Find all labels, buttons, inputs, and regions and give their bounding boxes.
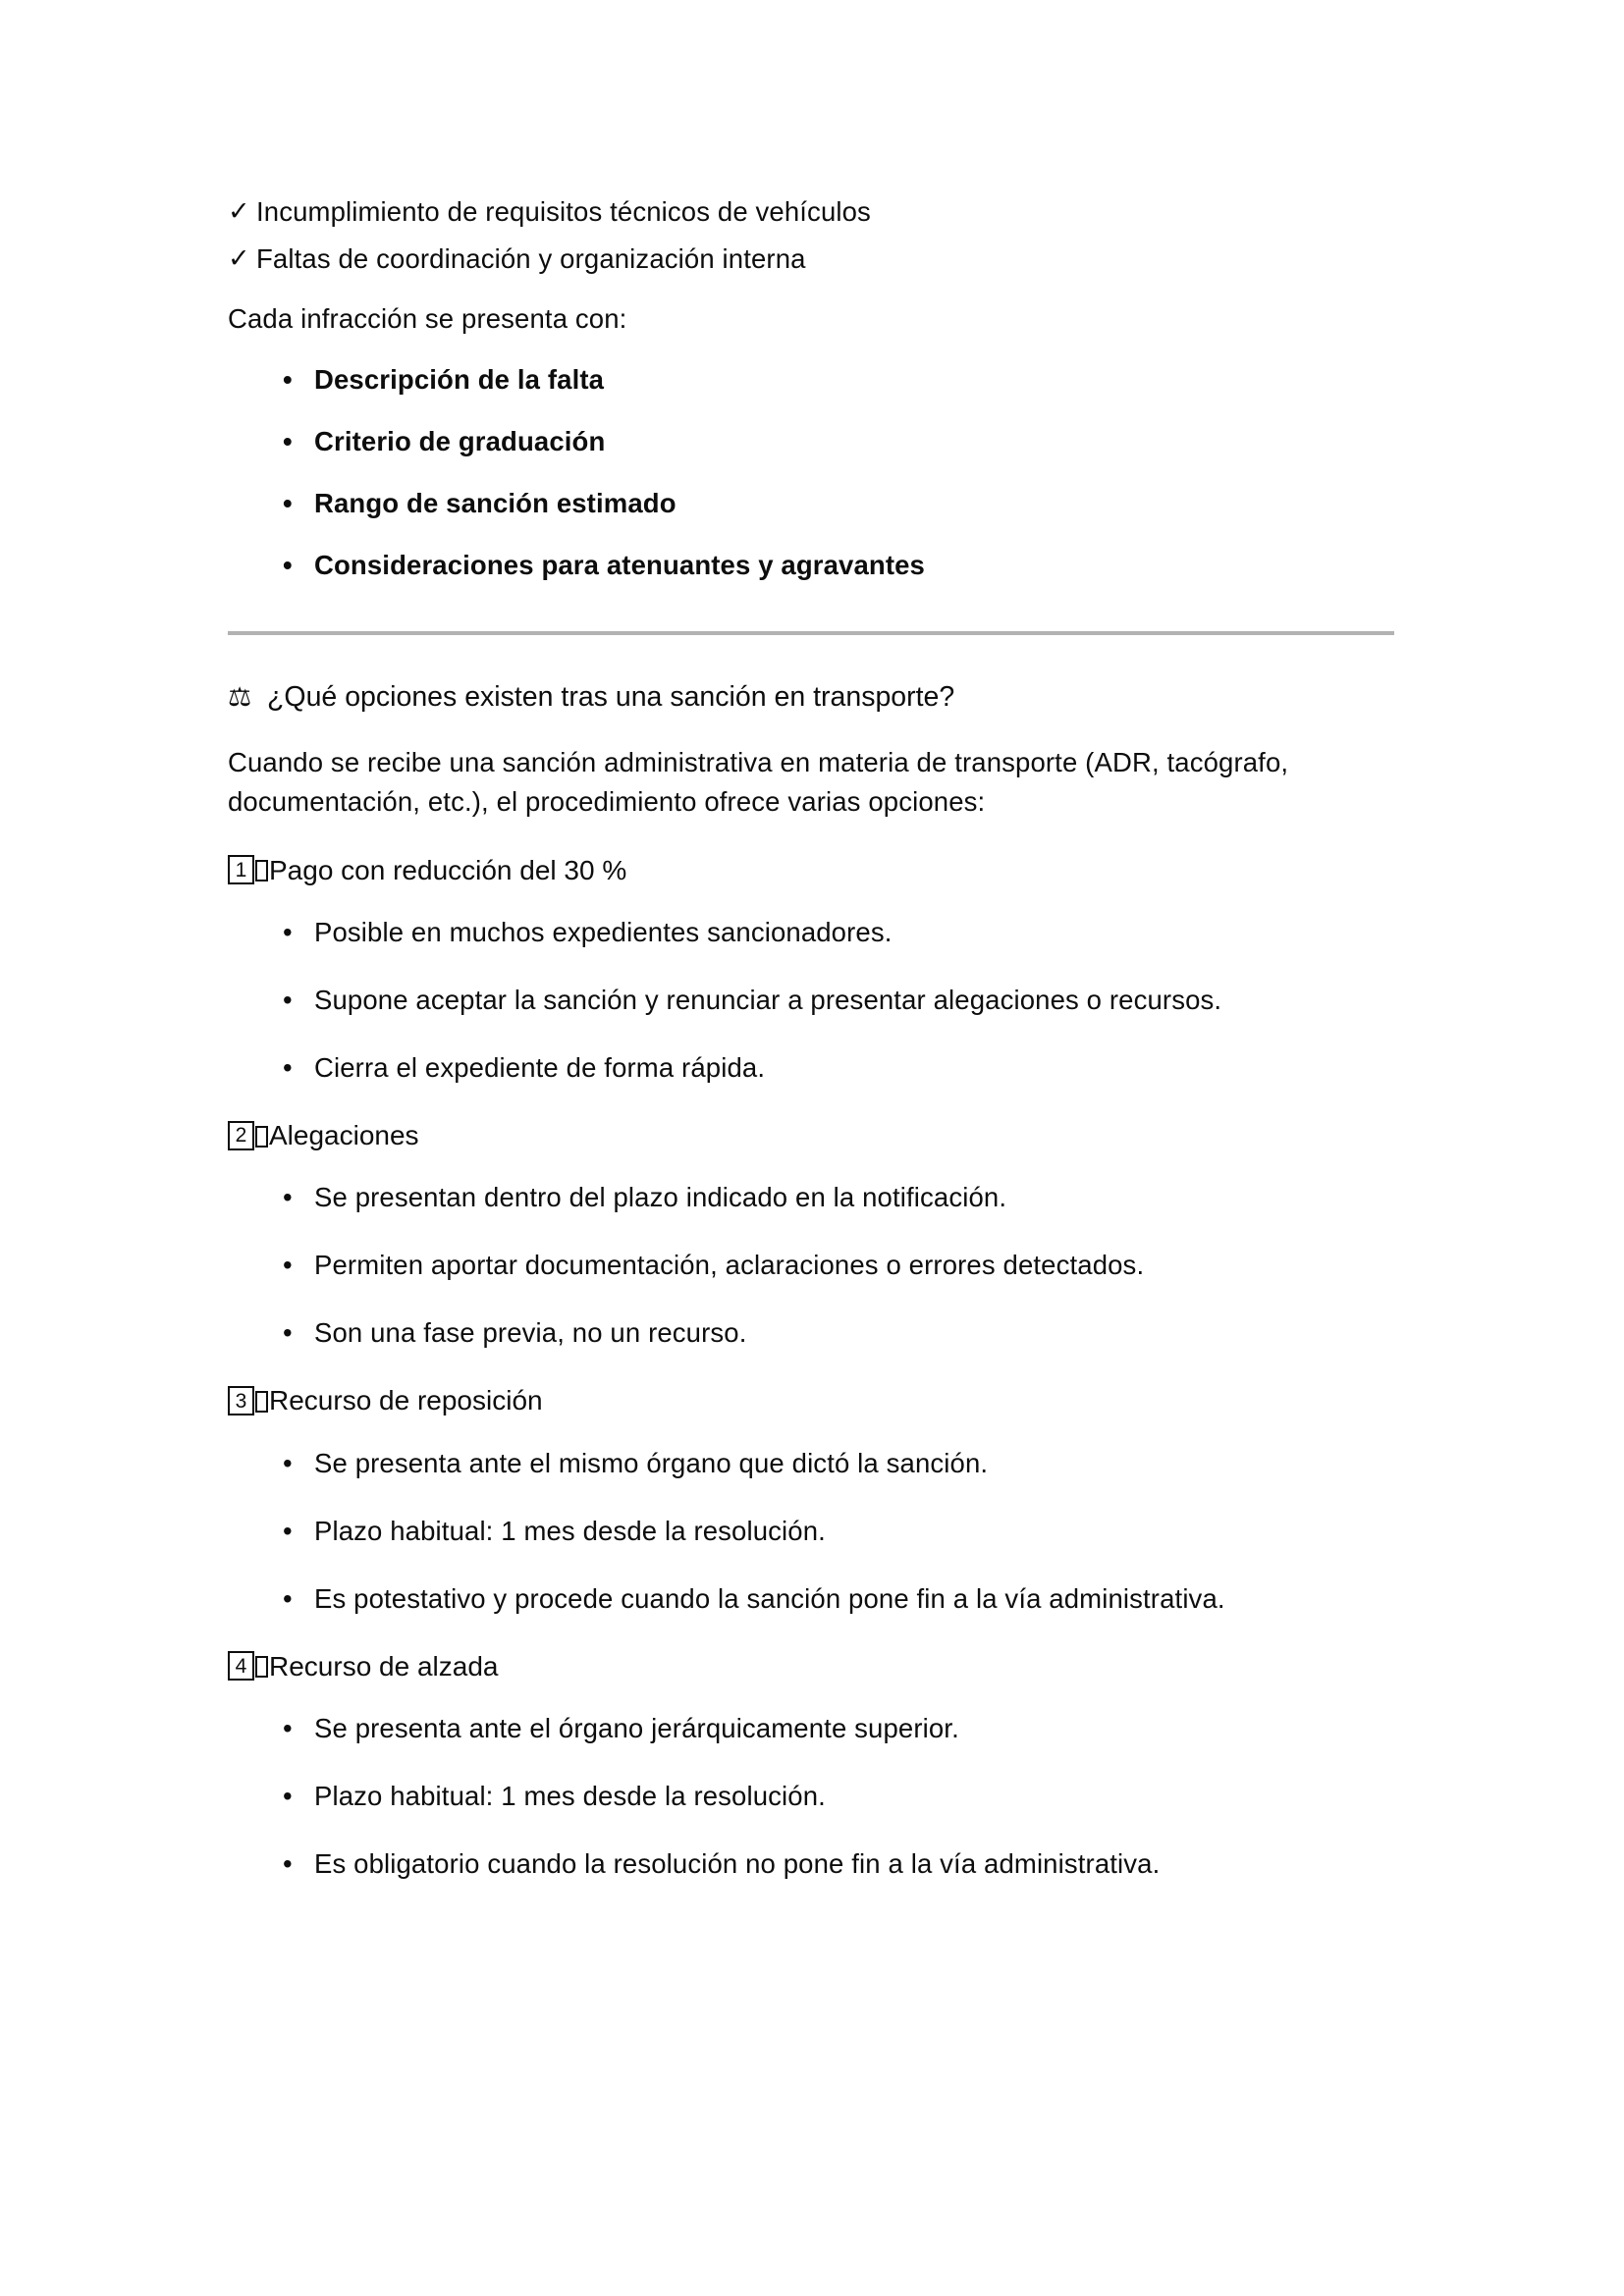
list-item (228, 1844, 1396, 1883)
list-item (228, 1709, 1396, 1747)
balance-scales-icon: ⚖ (228, 682, 252, 713)
list-item-label: Consideraciones para atenuantes y agravantes (314, 550, 925, 581)
list-item (228, 981, 1396, 1019)
step-title: Recurso de reposición (269, 1385, 543, 1416)
keycap-digit: 1 (228, 855, 254, 884)
section-divider (228, 631, 1394, 635)
keycap-number-icon (228, 855, 268, 884)
intro-paragraph: Cada infracción se presenta con: (228, 303, 627, 335)
checklist-group (228, 192, 1396, 278)
list-item (228, 1313, 1396, 1352)
checklist-item (228, 192, 1396, 231)
list-item (228, 1512, 1396, 1550)
keycap-tofu-box (255, 1126, 268, 1148)
bullet-icon: • (283, 1848, 293, 1880)
list-item-label: Plazo habitual: 1 mes desde la resolución. (314, 1781, 826, 1812)
list-item (228, 484, 1396, 522)
list-item (228, 1178, 1396, 1216)
bullet-icon: • (283, 1182, 293, 1213)
list-item-label: Se presentan dentro del plazo indicado en la notificación. (314, 1182, 1007, 1213)
step-heading (228, 851, 1396, 889)
bullet-icon: • (283, 1447, 293, 1478)
list-item (228, 360, 1396, 399)
keycap-digit: 4 (228, 1651, 254, 1681)
check-mark-icon: ✓ (228, 243, 250, 274)
list-item-label: Es potestativo y procede cuando la sanción pone fin a la vía administrativa. (314, 1582, 1225, 1614)
list-item-label: Posible en muchos expedientes sancionadores. (314, 916, 893, 947)
bullet-icon: • (283, 550, 293, 581)
bullet-icon: • (283, 488, 293, 519)
list-item-label: Supone aceptar la sanción y renunciar a presentar alegaciones o recursos. (314, 985, 1222, 1016)
list-item (228, 1048, 1396, 1087)
list-item-label: Permiten aportar documentación, aclaraciones o errores detectados. (314, 1250, 1145, 1281)
document-body (228, 192, 1396, 1912)
checklist-item (228, 240, 1396, 278)
list-item (228, 913, 1396, 951)
bullet-icon: • (283, 426, 293, 457)
section-heading (228, 678, 1396, 718)
step-heading (228, 1381, 1396, 1419)
keycap-tofu-box (255, 1391, 268, 1413)
keycap-number-icon (228, 1121, 268, 1150)
bullet-icon: • (283, 1712, 293, 1743)
list-item-label: Criterio de graduación (314, 426, 606, 457)
list-item-label: Plazo habitual: 1 mes desde la resolución. (314, 1515, 826, 1546)
step-heading (228, 1647, 1396, 1685)
keycap-tofu-box (255, 860, 268, 881)
bullet-icon: • (283, 1052, 293, 1084)
keycap-number-icon (228, 1386, 268, 1415)
list-item (228, 1246, 1396, 1284)
list-item (228, 422, 1396, 460)
list-item-label: Es obligatorio cuando la resolución no pone fin a la vía administrativa. (314, 1848, 1161, 1880)
keycap-tofu-box (255, 1656, 268, 1678)
step-title: Pago con reducción del 30 % (269, 854, 627, 885)
bullet-icon: • (283, 1515, 293, 1546)
list-item-label: Cierra el expediente de forma rápida. (314, 1052, 766, 1084)
section-paragraph: Cuando se recibe una sanción administrativa en materia de transporte (ADR, tacógrafo, documentación, etc.), el procedimiento ofrece varias opciones: (228, 747, 1289, 817)
list-item-label: Se presenta ante el mismo órgano que dictó la sanción. (314, 1447, 989, 1478)
bullet-icon: • (283, 1317, 293, 1349)
feature-bullet-list (228, 360, 1396, 584)
step-heading (228, 1116, 1396, 1154)
bullet-icon: • (283, 1250, 293, 1281)
list-item-label: Se presenta ante el órgano jerárquicamente superior. (314, 1712, 959, 1743)
bullet-icon: • (283, 1582, 293, 1614)
keycap-number-icon (228, 1651, 268, 1681)
step-bullet-list (228, 1178, 1396, 1352)
list-item-label: Rango de sanción estimado (314, 488, 677, 519)
step-bullet-list (228, 1709, 1396, 1883)
keycap-digit: 3 (228, 1386, 254, 1415)
checklist-item-label: Incumplimiento de requisitos técnicos de vehículos (256, 196, 871, 227)
section-heading-label: ¿Qué opciones existen tras una sanción en transporte? (267, 681, 955, 714)
bullet-icon: • (283, 363, 293, 395)
list-item (228, 1579, 1396, 1618)
bullet-icon: • (283, 916, 293, 947)
step-bullet-list (228, 1444, 1396, 1618)
step-bullet-list (228, 913, 1396, 1087)
list-item (228, 546, 1396, 584)
bullet-icon: • (283, 985, 293, 1016)
bullet-icon: • (283, 1781, 293, 1812)
keycap-digit: 2 (228, 1121, 254, 1150)
step-title: Recurso de alzada (269, 1650, 499, 1682)
step-title: Alegaciones (269, 1120, 419, 1151)
list-item (228, 1444, 1396, 1482)
check-mark-icon: ✓ (228, 196, 250, 226)
checklist-item-label: Faltas de coordinación y organización interna (256, 243, 806, 275)
list-item-label: Son una fase previa, no un recurso. (314, 1317, 747, 1349)
list-item-label: Descripción de la falta (314, 363, 605, 395)
list-item (228, 1777, 1396, 1815)
